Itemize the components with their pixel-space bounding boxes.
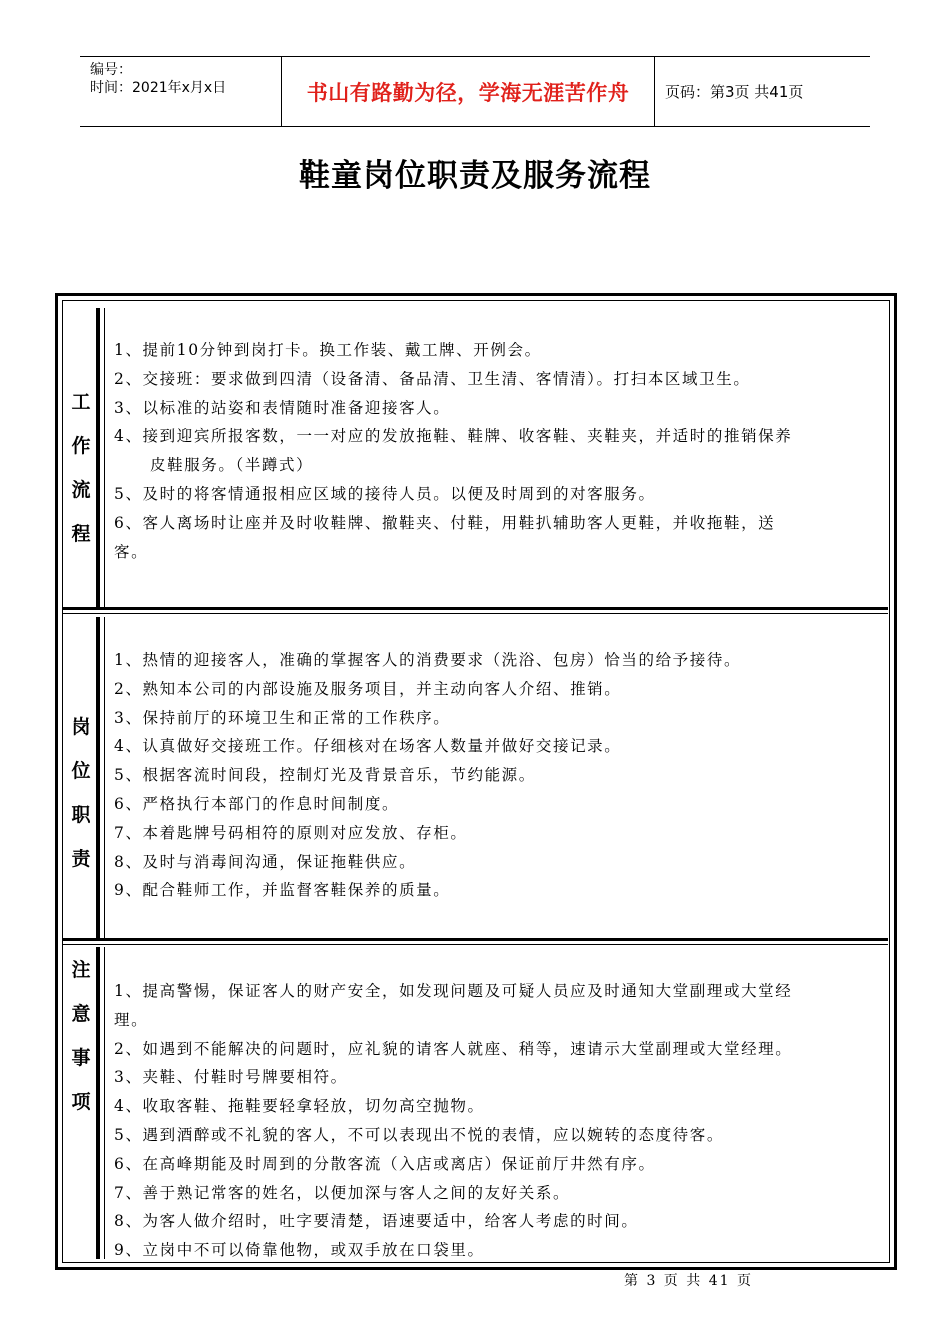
list-item: 4、接到迎宾所报客数，一一对应的发放拖鞋、鞋牌、收客鞋、夹鞋夹，并适时的推销保养 [114, 427, 793, 446]
document-header [80, 56, 870, 127]
page-title: 鞋童岗位职责及服务流程 [299, 158, 651, 194]
list-item: 2、熟知本公司的内部设施及服务项目，并主动向客人介绍、推销。 [114, 679, 622, 698]
number-label: 编号： [90, 62, 132, 78]
section-separator [63, 607, 888, 610]
list-item: 6、在高峰期能及时周到的分散客流（入店或离店）保证前厅井然有序。 [114, 1154, 656, 1173]
list-item-continuation: 理。 [114, 1010, 149, 1029]
list-item: 4、收取客鞋、拖鞋要轻拿轻放，切勿高空抛物。 [114, 1097, 485, 1116]
section-separator [63, 938, 888, 941]
column-divider [104, 947, 105, 1259]
section-label-work-process: 工 作 流 程 [71, 391, 91, 545]
column-divider [104, 308, 105, 610]
list-item: 2、交接班：要求做到四清（设备清、备品清、卫生清、客情清）。打扫本区域卫生。 [114, 369, 751, 388]
list-item: 1、提高警惕，保证客人的财产安全，如发现问题及可疑人员应及时通知大堂副理或大堂经 [114, 982, 793, 1000]
section-label-job-duties: 岗 位 职 责 [71, 716, 91, 870]
section-separator [63, 944, 888, 945]
header-motto: 书山有路勤为径，学海无涯苦作舟 [306, 80, 630, 105]
column-divider [104, 617, 105, 940]
list-item: 3、夹鞋、付鞋时号牌要相符。 [114, 1068, 348, 1087]
list-item: 3、保持前厅的环境卫生和正常的工作秩序。 [114, 708, 451, 727]
job-duties-list [114, 646, 886, 905]
work-process-list [114, 336, 886, 566]
list-item: 8、及时与消毒间沟通，保证拖鞋供应。 [114, 852, 417, 871]
header-page-info: 页码：第3页 共41页 [665, 83, 804, 101]
list-item: 5、遇到酒醉或不礼貌的客人，不可以表现出不悦的表情，应以婉转的态度待客。 [114, 1125, 724, 1144]
header-meta [80, 57, 280, 126]
list-item: 9、立岗中不可以倚靠他物，或双手放在口袋里。 [114, 1241, 485, 1260]
list-item-continuation: 皮鞋服务。（半蹲式） [150, 456, 314, 475]
list-item: 5、根据客流时间段，控制灯光及背景音乐，节约能源。 [114, 766, 536, 785]
list-item-continuation: 客。 [114, 542, 149, 561]
time-label: 时间：2021年x月x日 [90, 80, 227, 96]
list-item: 7、善于熟记常客的姓名，以便加深与客人之间的友好关系。 [114, 1183, 571, 1202]
list-item: 6、客人离场时让座并及时收鞋牌、撤鞋夹、付鞋，用鞋扒辅助客人更鞋，并收拖鞋，送 [114, 513, 776, 532]
section-separator [63, 613, 888, 614]
section-label-notes: 注 意 事 项 [71, 959, 91, 1113]
notes-list [114, 977, 886, 1265]
list-item: 5、及时的将客情通报相应区域的接待人员。以便及时周到的对客服务。 [114, 484, 656, 503]
list-item: 8、为客人做介绍时，吐字要清楚，语速要适中，给客人考虑的时间。 [114, 1212, 639, 1231]
list-item: 6、严格执行本部门的作息时间制度。 [114, 794, 400, 813]
list-item: 2、如遇到不能解决的问题时，应礼貌的请客人就座、稍等，速请示大堂副理或大堂经理。 [114, 1039, 793, 1058]
page-footer: 第 3 页 共 41 页 [624, 1273, 753, 1289]
list-item: 7、本着匙牌号码相符的原则对应发放、存柜。 [114, 823, 468, 842]
list-item: 3、以标准的站姿和表情随时准备迎接客人。 [114, 398, 451, 417]
list-item: 1、提前10分钟到岗打卡。换工作装、戴工牌、开例会。 [114, 341, 542, 359]
list-item: 4、认真做好交接班工作。仔细核对在场客人数量并做好交接记录。 [114, 737, 622, 756]
list-item: 1、热情的迎接客人，准确的掌握客人的消费要求（洗浴、包房）恰当的给予接待。 [114, 651, 742, 669]
list-item: 9、配合鞋师工作，并监督客鞋保养的质量。 [114, 881, 451, 900]
